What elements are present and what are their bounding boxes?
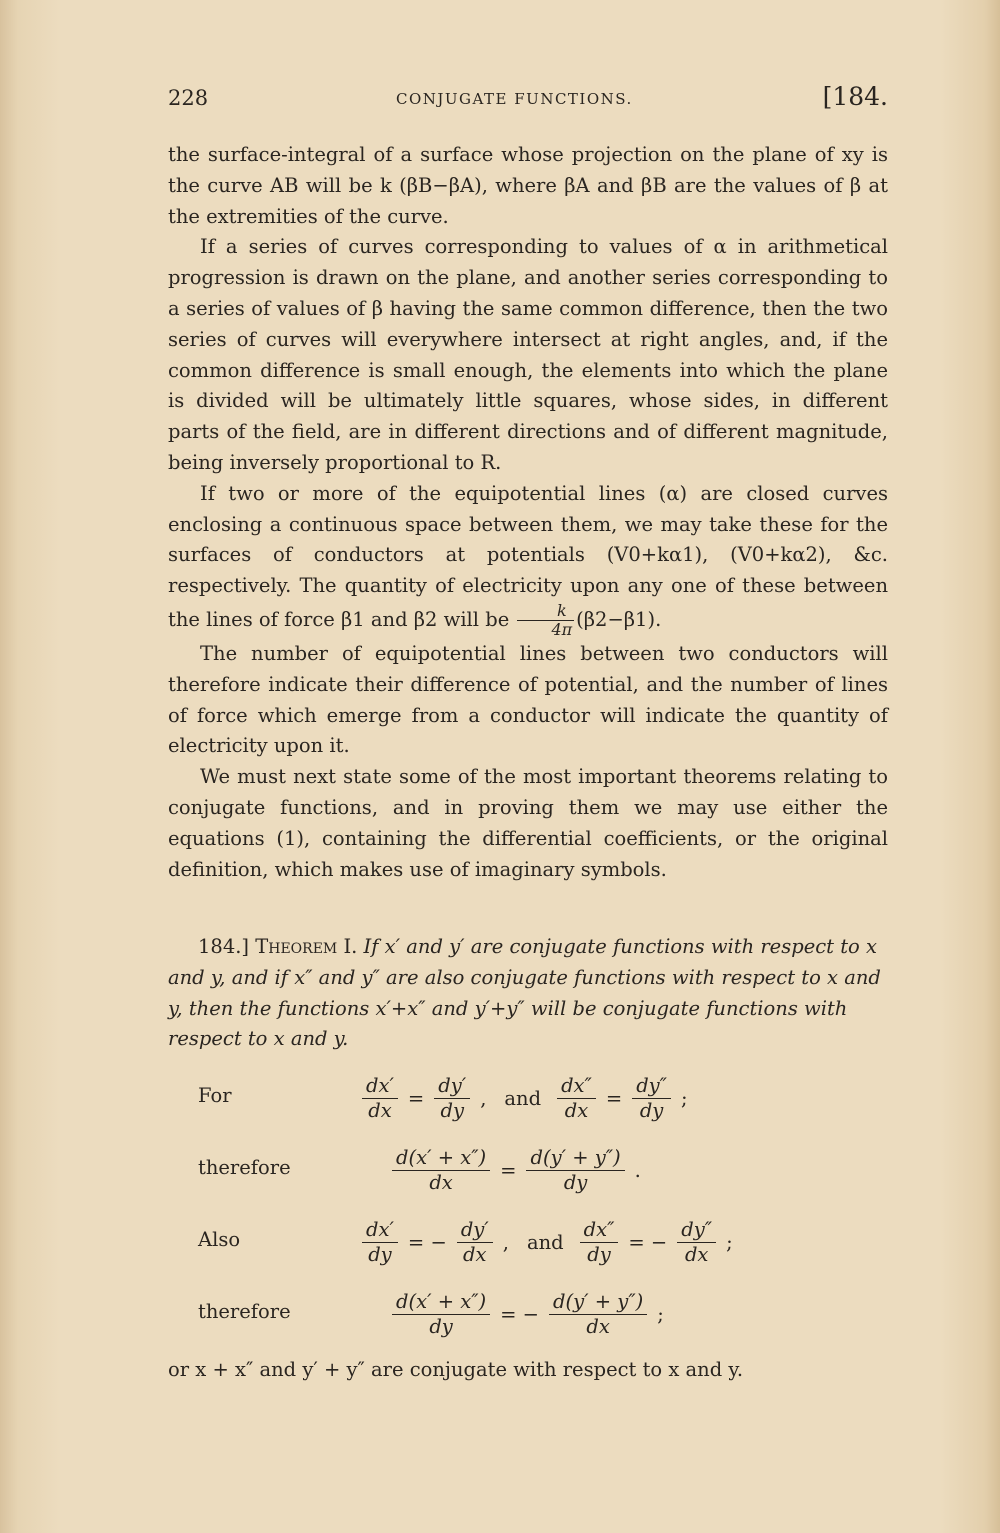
fraction-numerator: dx′ (362, 1074, 398, 1099)
comma: , (502, 1230, 509, 1254)
theorem-block (168, 932, 888, 1055)
fraction-numerator: dy′ (457, 1218, 493, 1243)
paragraph-3-text: If two or more of the equipotential lines (α) are closed curves enclosing a continuous space between them, we may take these for the surfaces of conductors at potentials (V0+kα1), (V0+kα2), &c. respectively. The quantity of electricity upon any one of these between the lines of force β1 and β2 will be (168, 481, 888, 631)
fraction-numerator: d(y′ + y″) (549, 1290, 647, 1315)
equation-label: Also (198, 1228, 241, 1251)
closing-line: or x + x″ and y′ + y″ are conjugate with respect to x and y. (168, 1358, 744, 1381)
equation-row-2 (198, 1140, 888, 1200)
fraction-denominator: dy (639, 1098, 664, 1122)
equation-row-4 (198, 1284, 888, 1344)
conjunction: and (504, 1086, 542, 1110)
equals-sign: = − (500, 1302, 540, 1326)
fraction-denominator: dx (564, 1098, 589, 1122)
fraction (392, 1290, 490, 1339)
fraction-denominator: dy (563, 1170, 588, 1194)
fraction-numerator: dy″ (677, 1218, 716, 1243)
inline-fraction-denominator: 4π (551, 619, 573, 639)
fraction-denominator: dx (429, 1170, 453, 1194)
theorem-heading (168, 932, 888, 1055)
paragraph-1: the surface-integral of a surface whose projection on the plane of xy is the curve AB will be k (βB−βA), where βA and βB are the values of β at the extremities of the curve. (168, 143, 888, 228)
page-number: 228 (168, 86, 209, 110)
fraction (549, 1290, 647, 1339)
theorem-number: 184.] (198, 935, 250, 958)
fraction-denominator: dx (684, 1242, 709, 1266)
equals-sign: = (500, 1158, 517, 1182)
punctuation: ; (657, 1302, 664, 1326)
equation-label: therefore (198, 1156, 291, 1179)
fraction-numerator: d(x′ + x″) (392, 1290, 490, 1315)
equals-sign: = (407, 1086, 425, 1110)
theorem-statement: If x′ and y′ are conjugate functions with respect to x and y, and if x″ and y″ are also conjugate functions with respect to x and y, then the functions x′+x″ and y′+y″ will be conjugate functions with respect to x and y. (168, 935, 881, 1051)
equals-sign: = (605, 1086, 623, 1110)
fraction (632, 1074, 671, 1123)
fraction-numerator: dy′ (434, 1074, 470, 1099)
fraction-numerator: d(x′ + x″) (392, 1146, 490, 1171)
inline-fraction-tail: (β2−β1). (576, 607, 662, 631)
equation-row-3 (198, 1212, 888, 1272)
running-title: CONJUGATE FUNCTIONS. (396, 90, 633, 108)
fraction (392, 1146, 490, 1195)
body-text (168, 140, 888, 885)
equation-label: therefore (198, 1300, 291, 1323)
inline-fraction-numerator: k (517, 602, 574, 621)
equation-label: For (198, 1084, 232, 1107)
fraction-denominator: dy (429, 1314, 453, 1338)
equation-body (388, 1284, 670, 1344)
fraction-numerator: d(y′ + y″) (526, 1146, 624, 1171)
fraction-numerator: dx″ (557, 1074, 596, 1099)
equation-body (358, 1068, 694, 1128)
equals-sign: = − (628, 1230, 668, 1254)
fraction (362, 1074, 398, 1123)
page-header (168, 82, 888, 126)
fraction-denominator: dy (440, 1098, 464, 1122)
punctuation: . (634, 1158, 641, 1182)
comma: , (480, 1086, 487, 1110)
fraction (434, 1074, 470, 1123)
fraction-denominator: dx (586, 1314, 610, 1338)
theorem-label: Theorem I. (255, 935, 358, 958)
fraction-numerator: dx′ (362, 1218, 398, 1243)
fraction (362, 1218, 398, 1267)
fraction (557, 1074, 596, 1123)
fraction (677, 1218, 716, 1267)
paragraph-4: The number of equipotential lines between two conductors will therefore indicate their difference of potential, and the number of lines of force which emerge from a conductor will indicate the quantity of electricity upon it. (168, 641, 888, 758)
fraction-numerator: dy″ (632, 1074, 671, 1099)
paragraph-3 (168, 479, 888, 639)
paragraph-5: We must next state some of the most important theorems relating to conjugate functions, and in proving them we may use either the equations (1), containing the differential coefficients, or the original definition, which makes use of imaginary symbols. (168, 765, 888, 881)
fraction-denominator: dx (463, 1242, 487, 1266)
fraction (526, 1146, 624, 1195)
fraction-denominator: dx (368, 1098, 392, 1122)
equals-sign: = − (407, 1230, 447, 1254)
fraction-denominator: dy (368, 1242, 392, 1266)
fraction-denominator: dy (587, 1242, 611, 1266)
fraction (580, 1218, 619, 1267)
fraction (457, 1218, 493, 1267)
equation-row-1 (198, 1068, 888, 1128)
conjunction: and (526, 1230, 564, 1254)
equation-body (358, 1212, 739, 1272)
punctuation: ; (726, 1230, 733, 1254)
equation-body (388, 1140, 647, 1200)
punctuation: ; (680, 1086, 688, 1110)
inline-fraction (517, 602, 574, 639)
fraction-numerator: dx″ (580, 1218, 619, 1243)
paragraph-2: If a series of curves corresponding to values of α in arithmetical progression is drawn on the plane, and another series corresponding to a series of values of β having the same common difference, then the two series of curves will everywhere intersect at right angles, and, if the common difference is small enough, the elements into which the plane is divided will be ultimately little squares, whose sides, in different parts of the field, are in different directions and of different magnitude, being inversely proportional to R. (168, 235, 888, 474)
section-reference: [184. (822, 82, 888, 111)
